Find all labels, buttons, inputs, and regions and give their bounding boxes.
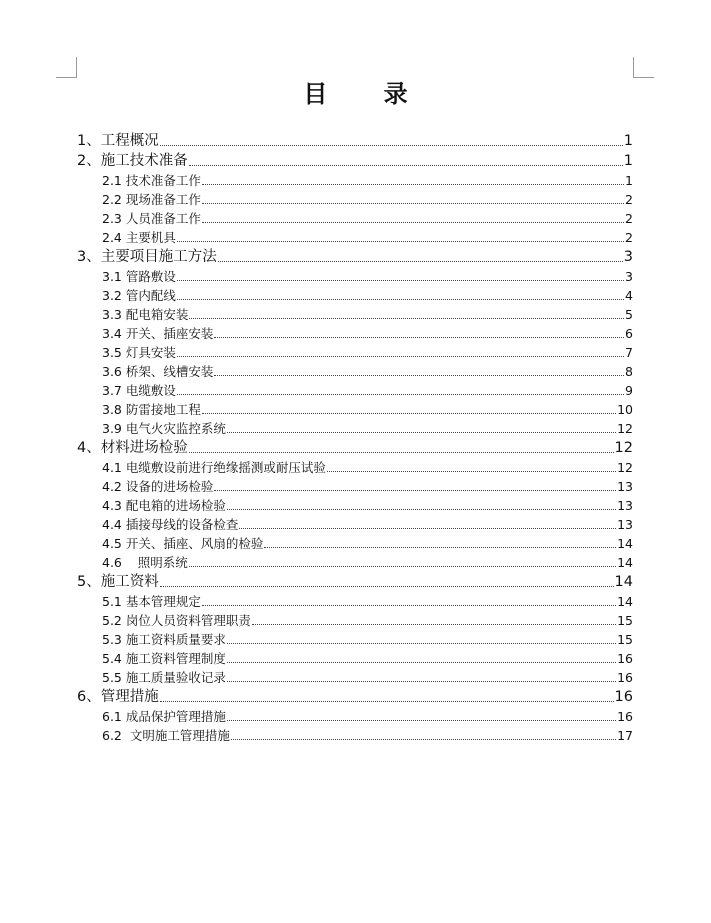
toc-entry-label: 4.6 照明系统 — [102, 554, 188, 570]
toc-dot-leader — [160, 586, 614, 587]
toc-entry-label: 5、施工资料 — [77, 573, 159, 590]
toc-page-number: 7 — [625, 344, 633, 360]
toc-entry-label: 1、工程概况 — [77, 132, 159, 149]
toc-entry-label: 5.2 岗位人员资料管理职责 — [102, 612, 251, 628]
toc-entry-section[interactable] — [77, 494, 633, 513]
toc-dot-leader — [218, 261, 623, 262]
toc-dot-leader — [202, 222, 624, 223]
toc-page-number: 14 — [617, 554, 633, 570]
toc-page-number: 3 — [625, 268, 633, 284]
toc-entry-section[interactable] — [77, 590, 633, 609]
toc-page-number: 12 — [617, 420, 633, 436]
toc-entry-chapter[interactable] — [77, 685, 633, 705]
toc-entry-section[interactable] — [77, 475, 633, 494]
toc-dot-leader — [214, 490, 616, 491]
toc-dot-leader — [160, 701, 614, 702]
toc-entry-label: 6.1 成品保护管理措施 — [102, 708, 226, 724]
toc-dot-leader — [227, 432, 616, 433]
toc-dot-leader — [227, 662, 616, 663]
toc-dot-leader — [214, 375, 624, 376]
toc-page-number: 16 — [617, 669, 633, 685]
toc-entry-label: 6.2 文明施工管理措施 — [102, 727, 230, 743]
toc-entry-label: 3.3 配电箱安装 — [102, 306, 189, 322]
toc-entry-label: 3.8 防雷接地工程 — [102, 401, 201, 417]
toc-dot-leader — [239, 528, 616, 529]
toc-page-number: 15 — [617, 631, 633, 647]
toc-entry-section[interactable] — [77, 456, 633, 475]
toc-entry-chapter[interactable] — [77, 129, 633, 149]
toc-entry-section[interactable] — [77, 647, 633, 666]
toc-entry-section[interactable] — [77, 513, 633, 532]
toc-dot-leader — [227, 681, 616, 682]
toc-entry-section[interactable] — [77, 724, 633, 743]
toc-dot-leader — [177, 299, 624, 300]
toc-dot-leader — [177, 394, 624, 395]
toc-page-number: 10 — [617, 401, 633, 417]
toc-entry-section[interactable] — [77, 207, 633, 226]
toc-page-number: 1 — [623, 152, 633, 169]
toc-page-number: 3 — [623, 248, 633, 265]
toc-entry-chapter[interactable] — [77, 149, 633, 169]
toc-dot-leader — [202, 413, 616, 414]
toc-dot-leader — [202, 184, 624, 185]
toc-entry-section[interactable] — [77, 551, 633, 570]
toc-entry-section[interactable] — [77, 417, 633, 436]
toc-entry-chapter[interactable] — [77, 436, 633, 456]
toc-entry-label: 4.3 配电箱的进场检验 — [102, 497, 226, 513]
toc-dot-leader — [202, 605, 616, 606]
toc-entry-label: 5.4 施工资料管理制度 — [102, 650, 226, 666]
page-corner-mark-left — [56, 57, 77, 78]
toc-page-number: 8 — [625, 363, 633, 379]
toc-page-number: 6 — [625, 325, 633, 341]
toc-entry-section[interactable] — [77, 226, 633, 245]
toc-page-number: 2 — [625, 210, 633, 226]
toc-entry-section[interactable] — [77, 379, 633, 398]
toc-entry-label: 4.4 插接母线的设备检查 — [102, 516, 239, 532]
toc-entry-label: 2、施工技术准备 — [77, 152, 188, 169]
toc-entry-section[interactable] — [77, 628, 633, 647]
toc-dot-leader — [231, 739, 616, 740]
toc-entry-label: 5.5 施工质量验收记录 — [102, 669, 226, 685]
toc-dot-leader — [227, 509, 616, 510]
toc-page-number: 2 — [625, 229, 633, 245]
toc-page-number: 9 — [625, 382, 633, 398]
toc-dot-leader — [202, 203, 624, 204]
toc-entry-label: 2.2 现场准备工作 — [102, 191, 201, 207]
toc-page-number: 17 — [617, 727, 633, 743]
toc-entry-label: 3、主要项目施工方法 — [77, 248, 217, 265]
toc-entry-label: 5.1 基本管理规定 — [102, 593, 201, 609]
page-title: 目 录 — [303, 80, 432, 108]
page-corner-mark-right — [633, 57, 654, 78]
toc-dot-leader — [227, 720, 616, 721]
toc-entry-section[interactable] — [77, 284, 633, 303]
toc-page-number: 14 — [617, 535, 633, 551]
toc-entry-section[interactable] — [77, 341, 633, 360]
toc-page-number: 15 — [617, 612, 633, 628]
toc-entry-label: 3.7 电缆敷设 — [102, 382, 176, 398]
toc-page-number: 13 — [617, 478, 633, 494]
toc-entry-chapter[interactable] — [77, 245, 633, 265]
toc-dot-leader — [177, 241, 624, 242]
toc-page-number: 5 — [625, 306, 633, 322]
toc-dot-leader — [189, 452, 614, 453]
toc-entry-label: 4.1 电缆敷设前进行绝缘摇测或耐压试验 — [102, 459, 326, 475]
toc-dot-leader — [264, 547, 616, 548]
toc-entry-section[interactable] — [77, 609, 633, 628]
toc-entry-chapter[interactable] — [77, 570, 633, 590]
toc-dot-leader — [189, 566, 616, 567]
toc-page-number: 1 — [623, 132, 633, 149]
toc-dot-leader — [189, 318, 624, 319]
toc-page-number: 16 — [617, 708, 633, 724]
toc-entry-label: 2.4 主要机具 — [102, 229, 176, 245]
toc-dot-leader — [252, 624, 616, 625]
toc-dot-leader — [189, 165, 623, 166]
toc-page-number: 12 — [614, 439, 633, 456]
toc-dot-leader — [227, 643, 616, 644]
toc-page-number: 16 — [617, 650, 633, 666]
table-of-contents — [77, 129, 633, 743]
toc-entry-section[interactable] — [77, 303, 633, 322]
toc-entry-label: 3.9 电气火灾监控系统 — [102, 420, 226, 436]
toc-page-number: 1 — [625, 172, 633, 188]
toc-entry-label: 4.5 开关、插座、风扇的检验 — [102, 535, 264, 551]
toc-entry-section[interactable] — [77, 532, 633, 551]
toc-entry-label: 5.3 施工资料质量要求 — [102, 631, 226, 647]
toc-entry-section[interactable] — [77, 398, 633, 417]
toc-entry-label: 2.1 技术准备工作 — [102, 172, 201, 188]
toc-entry-label: 3.2 管内配线 — [102, 287, 176, 303]
toc-dot-leader — [177, 280, 624, 281]
toc-entry-label: 6、管理措施 — [77, 688, 159, 705]
toc-entry-label: 4、材料进场检验 — [77, 439, 188, 456]
toc-dot-leader — [160, 145, 623, 146]
toc-entry-section[interactable] — [77, 360, 633, 379]
toc-entry-section[interactable] — [77, 666, 633, 685]
toc-dot-leader — [327, 471, 616, 472]
toc-entry-section[interactable] — [77, 265, 633, 284]
toc-entry-section[interactable] — [77, 322, 633, 341]
toc-page-number: 13 — [617, 516, 633, 532]
toc-entry-label: 3.1 管路敷设 — [102, 268, 176, 284]
toc-entry-label: 3.5 灯具安装 — [102, 344, 176, 360]
toc-entry-label: 3.6 桥架、线槽安装 — [102, 363, 214, 379]
toc-page-number: 13 — [617, 497, 633, 513]
toc-entry-section[interactable] — [77, 188, 633, 207]
toc-page-number: 4 — [625, 287, 633, 303]
toc-entry-label: 4.2 设备的进场检验 — [102, 478, 214, 494]
toc-entry-section[interactable] — [77, 705, 633, 724]
toc-dot-leader — [177, 356, 624, 357]
toc-dot-leader — [214, 337, 624, 338]
toc-entry-section[interactable] — [77, 169, 633, 188]
toc-page-number: 16 — [614, 688, 633, 705]
toc-page-number: 12 — [617, 459, 633, 475]
toc-page-number: 2 — [625, 191, 633, 207]
toc-page-number: 14 — [617, 593, 633, 609]
toc-page-number: 14 — [614, 573, 633, 590]
toc-entry-label: 2.3 人员准备工作 — [102, 210, 201, 226]
toc-entry-label: 3.4 开关、插座安装 — [102, 325, 214, 341]
